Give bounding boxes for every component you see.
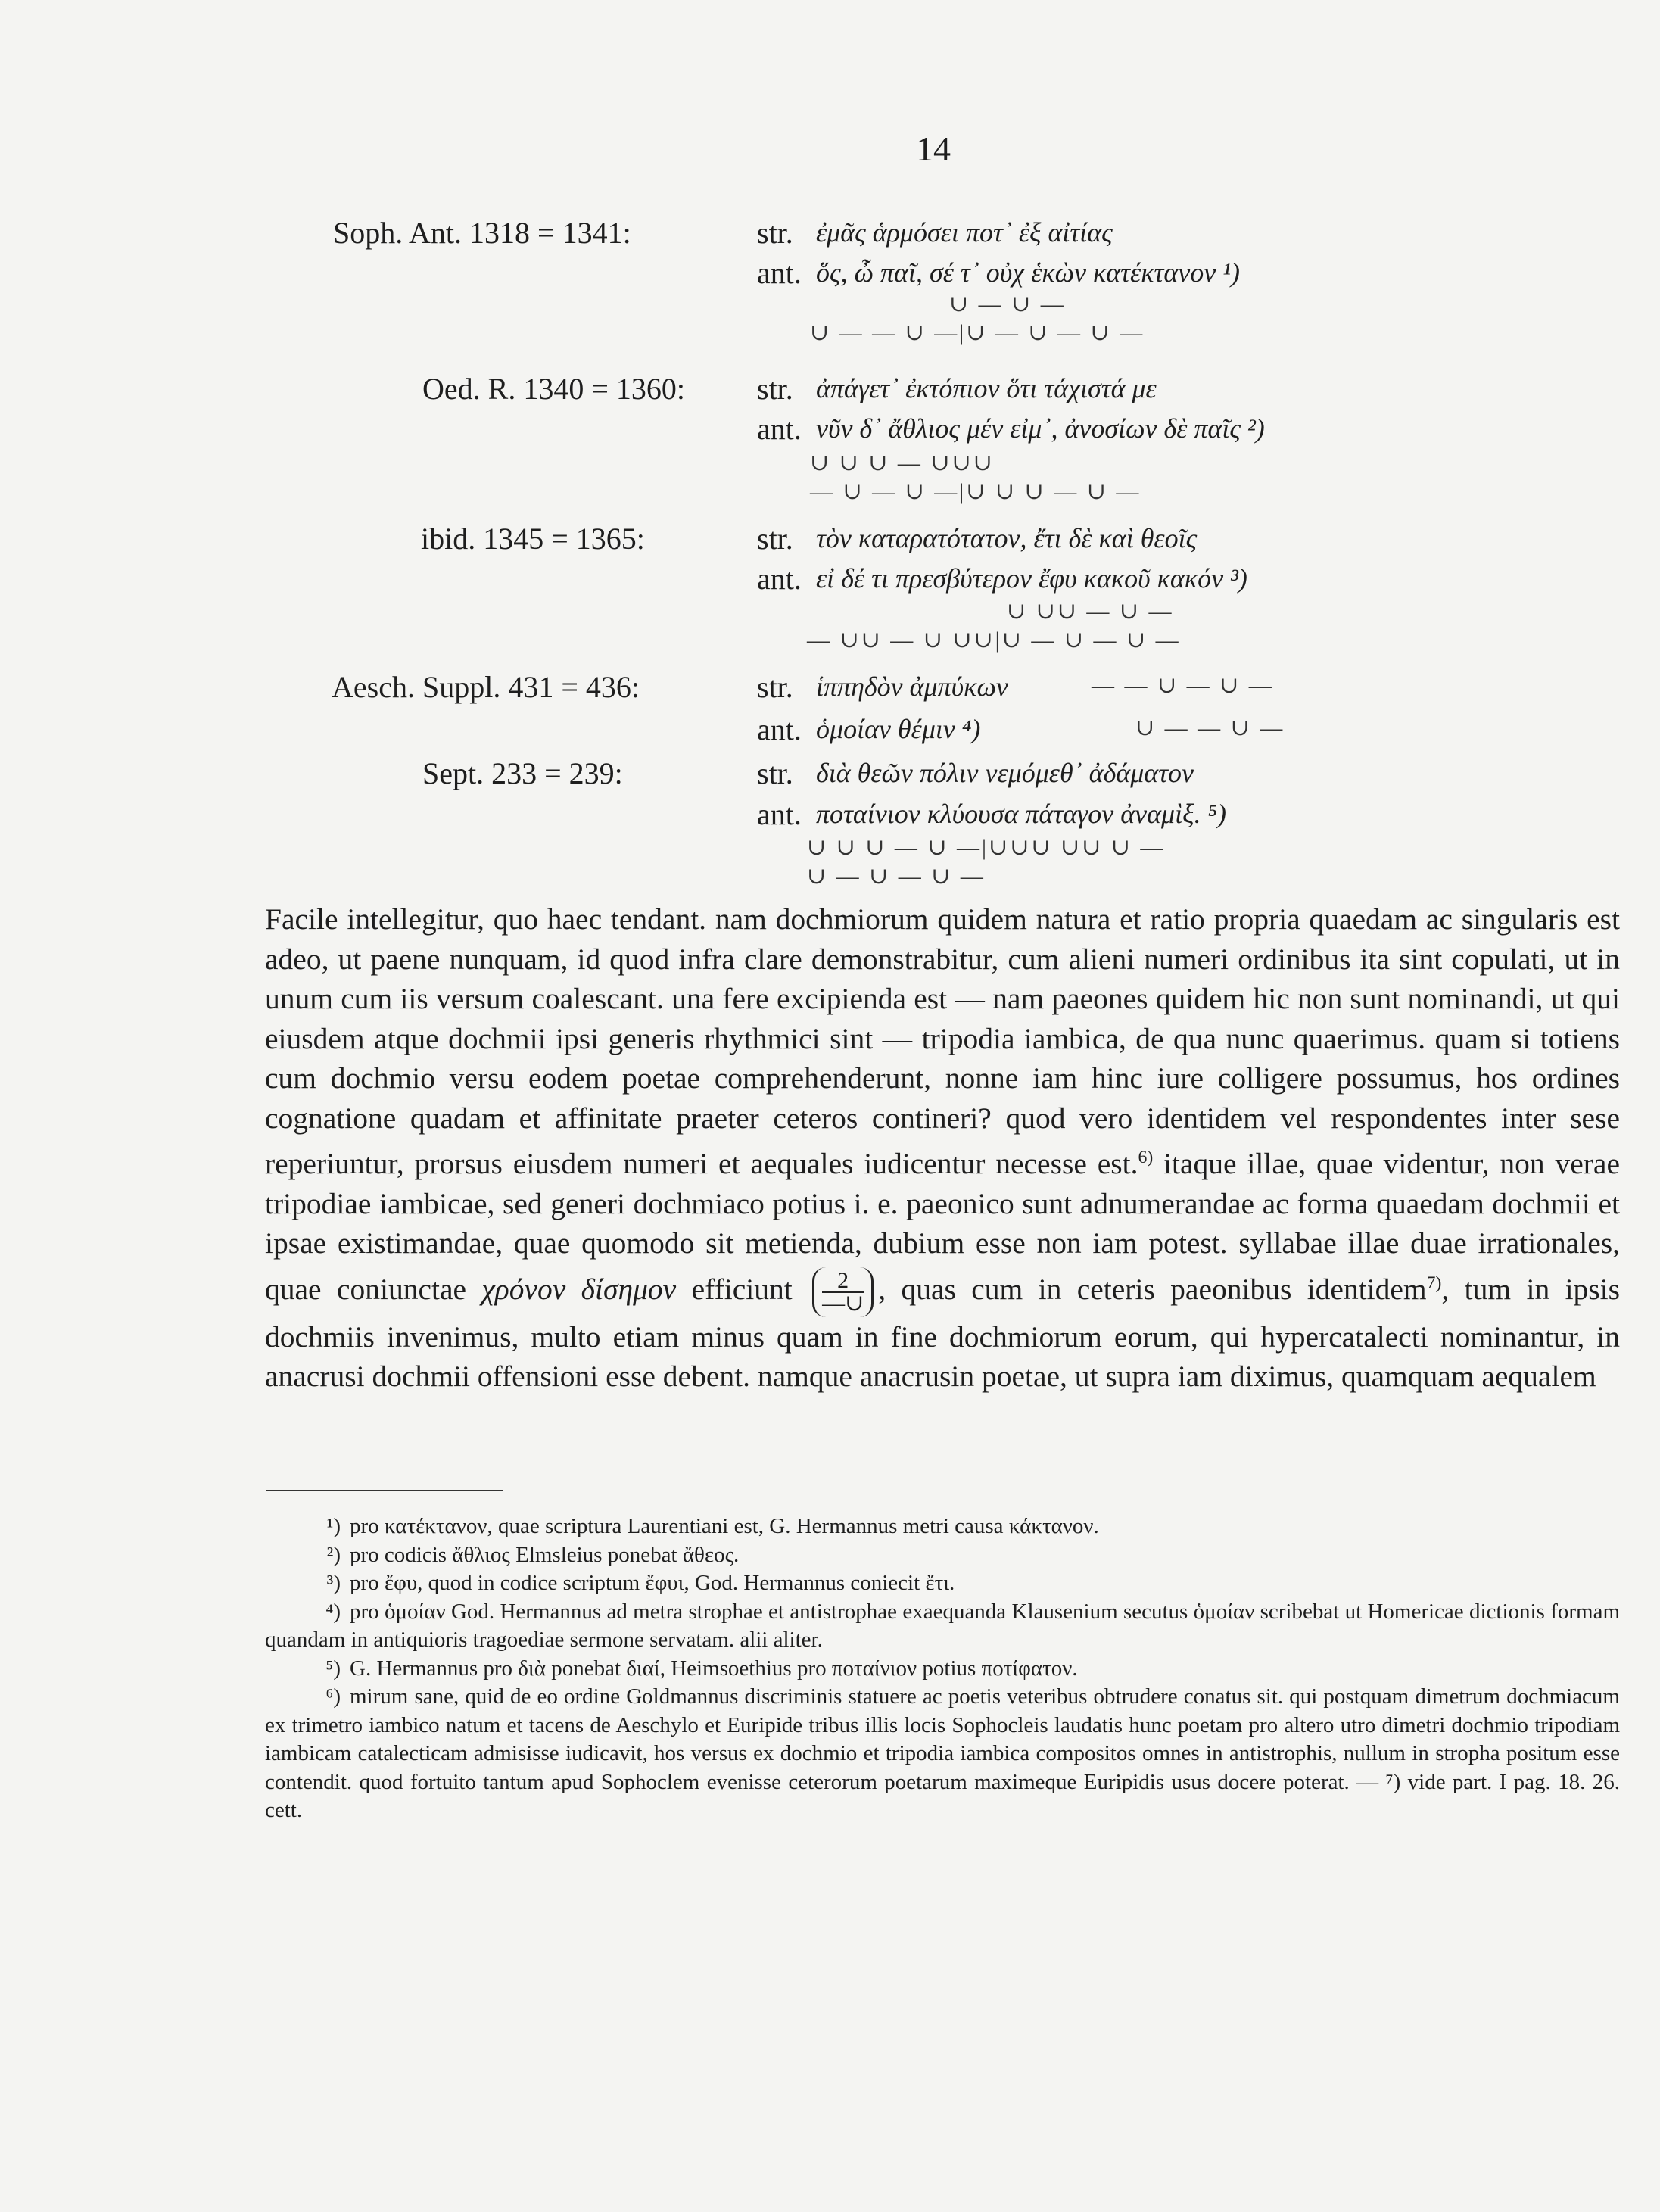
str-label: str. [757,670,793,704]
meter-scheme: — — ∪ — ∪ — [1092,673,1274,698]
citation: Sept. 233 = 239: [422,756,623,790]
str-text: τὸν καταρατότατον, ἔτι δὲ καὶ θεοῖς [816,523,1198,553]
str-text: ἱππηδὸν ἀμπύκων [816,671,1008,702]
ant-label: ant. [757,256,802,290]
ant-label: ant. [757,562,802,596]
str-label: str. [757,216,793,250]
footnote [265,1541,1620,1570]
footnote-text: mirum sane, quid de eo ordine Goldmannus discriminis statuere ac poetis veteribus obtrudere conatus sit. qui postquam dimetrum dochmiacum ex trimetro iambico natum et tacens de Aeschylo et Euripide tribus illis locis Sophocleis laudatis hunc poetam pro altero utro dimetri dochmio tripodiam iambicam catalecticam admisisse iudicavit, hos versus ex dochmio et tripodia iambica compositos omnes in antistrophis, nullum in stropha positum esse contendit. quod fortuito tantum apud Sophoclem evenisse ceterorum poetarum maximeque Euripidis usus docere poterat. — ⁷) vide part. I pag. 18. 26. cett. [265,1684,1620,1822]
footnote-mark: ⁶) [325,1684,341,1709]
ant-text: νῦν δ᾽ ἄθλιος μέν εἰμ᾽, ἀνοσίων δὲ παῖς ²) [816,413,1265,444]
footnote-text: pro ὁμοίαν God. Hermannus ad metra strophae et antistrophae exaequanda Klausenium secutus ὁμοίαν scribebat ut Homericae dictionis formam quandam in antiquioris tragoediae sermone servatam. alii aliter. [265,1599,1620,1652]
meter-scheme: ∪ ∪ ∪ — ∪ —|∪∪∪ ∪∪ ∪ — [807,835,1166,860]
footnote [265,1598,1620,1655]
body-text-part: , tum in ipsis dochmiis invenimus, multo etiam minus quam in fine dochmiorum eorum, qui hypercatalecti nominantur, in anacrusi dochmii offensioni esse debent. namque anacrusin poetae, ut supra iam diximus, quamquam aequalem [265,1272,1621,1394]
footnote-mark: ³) [326,1571,341,1595]
str-label: str. [757,372,793,406]
footnote [265,1655,1620,1684]
footnote [265,1513,1620,1541]
footnote-text: G. Hermannus pro διὰ ponebat διαί, Heimsoethius pro ποταίνιον potius ποτίφατον. [350,1656,1078,1681]
citation: Aesch. Suppl. 431 = 436: [332,670,640,704]
footnote-ref: 6) [1138,1148,1154,1167]
meter-scheme: ∪ — ∪ — ∪ — [807,864,986,889]
footnote [265,1569,1620,1598]
str-text: ἐμᾶς ἁρμόσει ποτ᾽ ἐξ αἰτίας [816,217,1113,248]
ant-label: ant. [757,797,802,831]
ant-label: ant. [757,712,802,746]
ant-text: ὁμοίαν θέμιν ⁴) [816,714,981,744]
str-text: ἀπάγετ᾽ ἐκτόπιον ὅτι τάχιστά με [816,373,1157,403]
footnote-mark: ²) [326,1542,341,1567]
footnote-text: pro κατέκτανον, quae scriptura Laurentiani est, G. Hermannus metri causa κάκτανον. [350,1514,1099,1538]
meter-scheme: ∪ ∪ ∪ — ∪∪∪ [810,450,995,475]
body-text-part: Facile intellegitur, quo haec tendant. nam dochmiorum quidem natura et ratio propria quaedam ac singularis est adeo, ut paene nunquam, id quod infra clare demonstrabitur, cum alieni numeri ordinibus ita sint copulati, ut in unum cum iis versum coalescant. una fere excipienda est — nam paeones quidem hic non sunt nominandi, ut qui eiusdem atque dochmii ipsi generis rhythmici sint — tripodia iambica, de qua nunc quaerimus. quam si totiens cum dochmio versu eodem poetae comprehenderunt, nonne iam hinc iure colligere possumus, hos ordines cognatione quadam et affinitate praeter ceteros contineri? quod vero identidem vel respondentes inter sese reperiuntur, prorsus eiusdem numeri et aequales iudicentur necesse est. [265,902,1620,1181]
body-text-part: efficiunt [676,1272,808,1306]
fraction-denominator: —∪ [822,1290,864,1316]
citation: Soph. Ant. 1318 = 1341: [333,216,631,250]
footnote-text: pro ἔφυ, quod in codice scriptum ἔφυι, God. Hermannus coniecit ἔτι. [350,1571,955,1595]
body-text-part: , quas cum in ceteris paeonibus identidem [878,1272,1427,1306]
str-label: str. [757,522,793,556]
ant-label: ant. [757,412,802,446]
footnote-mark: ⁵) [325,1656,341,1681]
body-text-part: itaque illae, quae videntur, non verae tripodiae iambicae, sed generi dochmiaco potius i. e. paeonico sunt adnumerandae ac forma quaedam dochmii et ipsae existimandae, quae quomodo sit metienda, dubium esse non iam potest. syllabae illae duae irrationales, quae coniunctae [265,1147,1620,1306]
meter-scheme: — ∪ — ∪ —|∪ ∪ ∪ — ∪ — [810,479,1141,504]
metrical-fraction [812,1267,874,1317]
meter-scheme: ∪ ∪∪ — ∪ — [1007,599,1174,624]
ant-text: εἰ δέ τι πρεσβύτερον ἔφυ κακοῦ κακόν ³) [816,563,1247,594]
meter-scheme: ∪ — — ∪ — [1135,715,1285,740]
meter-scheme: ∪ — ∪ — [949,291,1066,316]
citation: ibid. 1345 = 1365: [421,522,645,556]
footnote-rule [266,1490,503,1491]
citation: Oed. R. 1340 = 1360: [422,372,685,406]
footnote [265,1683,1620,1825]
footnote-ref: 7) [1426,1273,1442,1293]
page-number: 14 [916,129,951,168]
ant-text: ποταίνιον κλύουσα πάταγον ἀναμὶξ. ⁵) [816,799,1226,829]
ant-text: ὅς, ὦ παῖ, σέ τ᾽ οὐχ ἑκὼν κατέκτανον ¹) [816,257,1241,288]
footnote-text: pro codicis ἄθλιος Elmsleius ponebat ἄθεος. [350,1542,740,1567]
meter-scheme: ∪ — — ∪ —|∪ — ∪ — ∪ — [810,320,1145,345]
footnote-mark: ¹) [326,1514,341,1538]
body-paragraph [265,899,1620,1397]
str-label: str. [757,756,793,790]
fraction-numerator: 2 [822,1270,864,1293]
footnotes [265,1513,1620,1825]
meter-scheme: — ∪∪ — ∪ ∪∪|∪ — ∪ — ∪ — [807,628,1181,653]
footnote-mark: ⁴) [325,1599,341,1624]
str-text: διὰ θεῶν πόλιν νεμόμεθ᾽ ἀδάματον [816,758,1194,788]
greek-phrase: χρόνον δίσημον [481,1272,677,1306]
